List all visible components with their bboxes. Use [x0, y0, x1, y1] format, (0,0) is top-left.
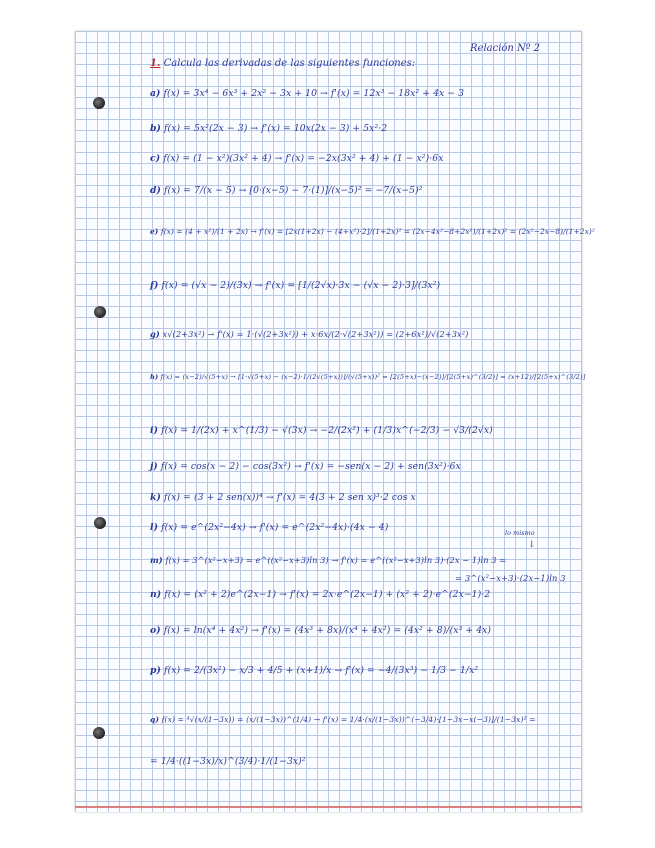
binder-hole: [93, 97, 105, 109]
exercise-text: f(x) = (4 + x²)/(1 + 2x) → f'(x) = [2x(1+2x) − (4+x²)·2]/(1+2x)² = (2x−4x²−8+2x²)/(1+2x)² = (2x²−2x−8)/(1+2x)²: [160, 227, 595, 236]
heading-number: 1.: [150, 58, 161, 69]
exercise-line: [150, 281, 440, 290]
margin-note: lo mismo: [505, 529, 535, 537]
arrow-down-icon: ↓: [528, 540, 536, 550]
exercise-label: q): [150, 715, 160, 724]
exercise-text: f(x) = 3^(x²−x+3) = e^((x²−x+3)ln 3) → f'(x) = e^((x²−x+3)ln 3)·(2x − 1)ln 3 =: [165, 555, 507, 565]
margin-rule: [75, 806, 582, 808]
exercise-label: l): [150, 522, 159, 533]
exercise-label: b): [150, 123, 161, 134]
exercise-label: d): [150, 185, 161, 196]
binder-hole: [94, 306, 106, 318]
exercise-line: [150, 330, 468, 338]
exercise-label: j): [150, 461, 158, 472]
exercise-label: f): [150, 280, 159, 291]
exercise-text: f(x) = e^(2x²−4x) → f'(x) = e^(2x²−4x)·(4x − 4): [161, 522, 389, 533]
exercise-label: i): [150, 425, 159, 436]
exercise-label: c): [150, 153, 161, 164]
exercise-text: f(x) = 1/(2x) + x^(1/3) − √(3x) → −2/(2x²) + (1/3)x^(−2/3) − √3/(2√x): [161, 425, 493, 436]
exercise-line: [150, 462, 461, 471]
exercise-line: [150, 716, 536, 724]
exercise-text: f(x) = ln(x⁴ + 4x²) → f'(x) = (4x³ + 8x)/(x⁴ + 4x²) = (4x² + 8)/(x³ + 4x): [163, 625, 492, 636]
exercise-line: [150, 493, 416, 502]
exercise-text: f(x) = 5x²(2x − 3) → f'(x) = 10x(2x − 3) + 5x²·2: [164, 123, 388, 134]
exercise-label: a): [150, 88, 161, 99]
exercise-line: [150, 590, 490, 599]
exercise-label: m): [150, 555, 163, 565]
exercise-label: n): [150, 589, 162, 600]
exercise-line: [150, 228, 595, 235]
exercise-line: [150, 124, 387, 133]
exercise-line: [150, 523, 388, 532]
exercise-line: [150, 556, 506, 564]
notebook-sheet: [75, 31, 582, 812]
exercise-text: f(x) = (1 − x²)(3x² + 4) → f'(x) = −2x(3x² + 4) + (1 − x²)·6x: [163, 153, 444, 164]
exercise-text: f(x) = (x−2)/√(5+x) → [1·√(5+x) − (x−2)·1/(2√(5+x))]/(√(5+x))² = [2(5+x)−(x−2)]/[2(5+x)^(3/2)] = (x+12)/[2(5+x)^(3/2)]: [160, 373, 586, 381]
binder-hole: [94, 517, 106, 529]
exercise-heading: [150, 59, 415, 69]
exercise-line-continuation: [455, 574, 566, 582]
exercise-label: k): [150, 492, 161, 503]
exercise-line: [150, 426, 493, 435]
exercise-line: [150, 666, 478, 675]
exercise-label: o): [150, 625, 161, 636]
exercise-text: f(x) = 7/(x − 5) → [0·(x−5) − 7·(1)]/(x−5)² = −7/(x−5)²: [164, 185, 423, 196]
exercise-text: f(x) = cos(x − 2) − cos(3x²) → f'(x) = −sen(x − 2) + sen(3x²)·6x: [160, 461, 461, 472]
exercise-line-continuation: [150, 757, 306, 766]
exercise-text: f(x) = (3 + 2 sen(x))⁴ → f'(x) = 4(3 + 2 sen x)³·2 cos x: [163, 492, 416, 503]
binder-hole: [93, 727, 105, 739]
exercise-text: x√(2+3x²) → f'(x) = 1·(√(2+3x²)) + x·6x/(2·√(2+3x²)) = (2+6x²)/√(2+3x²): [162, 329, 469, 339]
exercise-text: f(x) = 2/(3x²) − x/3 + 4/5 + (x+1)/x → f'(x) = −4/(3x³) − 1/3 − 1/x²: [164, 665, 479, 676]
exercise-line: [150, 154, 444, 163]
exercise-text: = 3^(x²−x+3)·(2x−1)ln 3: [455, 573, 566, 583]
exercise-line: [150, 626, 491, 635]
exercise-line: [150, 374, 585, 381]
exercise-label: h): [150, 373, 159, 381]
exercise-text: f(x) = ⁴√(x/(1−3x)) = (x/(1−3x))^(1/4) → f'(x) = 1/4·(x/(1−3x))^(−3/4)·[1−3x−x(−3)]/(1−3x)² =: [161, 715, 536, 724]
exercise-text: f(x) = 3x⁴ − 6x³ + 2x² − 3x + 10 → f'(x) = 12x³ − 18x² + 4x − 3: [163, 88, 465, 99]
exercise-label: g): [150, 329, 160, 339]
exercise-text: f(x) = (x² + 2)e^(2x−1) → f'(x) = 2x·e^(2x−1) + (x² + 2)·e^(2x−1)·2: [164, 589, 491, 600]
exercise-text: = 1/4·((1−3x)/x)^(3/4)·1/(1−3x)²: [150, 756, 306, 767]
page-title: Relación Nº 2: [470, 43, 541, 54]
exercise-line: [150, 89, 464, 98]
heading-text: Calcula las derivadas de las siguientes funciones:: [163, 58, 416, 69]
exercise-line: [150, 186, 423, 195]
exercise-text: f(x) = (√x − 2)/(3x) → f'(x) = [1/(2√x)·3x − (√x − 2)·3]/(3x²): [161, 280, 441, 291]
exercise-label: e): [150, 227, 159, 236]
exercise-label: p): [150, 665, 161, 676]
